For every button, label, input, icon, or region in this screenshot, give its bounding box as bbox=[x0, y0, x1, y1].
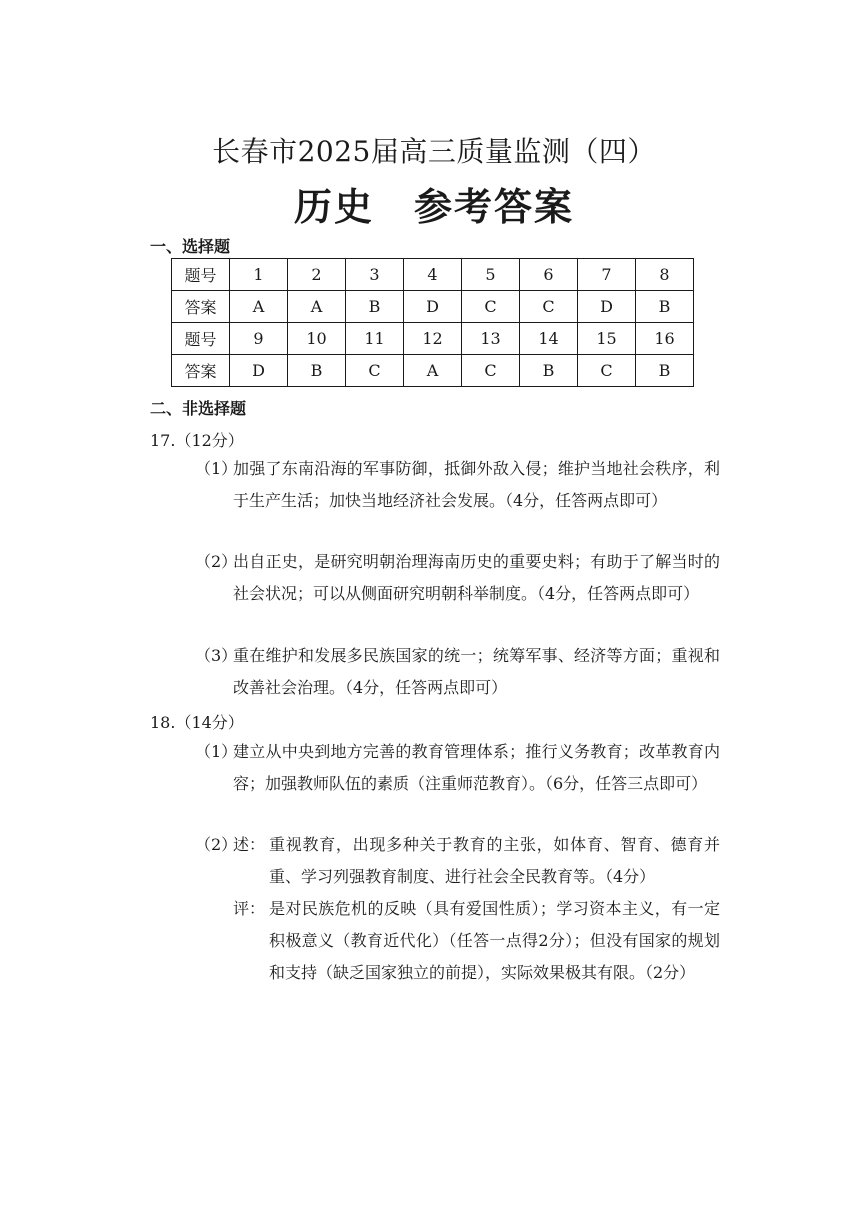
answer-table-cell: A bbox=[404, 355, 462, 387]
exam-title: 长春市2025届高三质量监测（四） bbox=[212, 135, 656, 168]
q18-item-2-shu bbox=[233, 829, 720, 893]
answer-table-cell: 10 bbox=[288, 323, 346, 355]
q17-item-3-text: 重在维护和发展多民族国家的统一；统筹军事、经济等方面；重视和改善社会治理。（4分，任答两点即可） bbox=[233, 646, 720, 697]
answer-table-cell: C bbox=[346, 355, 404, 387]
answer-table-row bbox=[172, 291, 694, 323]
answer-table-cell: 16 bbox=[636, 323, 694, 355]
q18-shu-label: 述： bbox=[233, 835, 266, 854]
answer-table-cell: 6 bbox=[520, 259, 578, 291]
section-heading-choice: 一、选择题 bbox=[150, 237, 231, 256]
answer-table-cell: 13 bbox=[462, 323, 520, 355]
q17-item-2-text: 出自正史，是研究明朝治理海南历史的重要史料；有助于了解当时的社会状况；可以从侧面研究明朝科举制度。（4分，任答两点即可） bbox=[233, 552, 720, 603]
q18-ping-text: 是对民族危机的反映（具有爱国性质）；学习资本主义，有一定积极意义（教育近代化）（任答一点得2分）；但没有国家的规划和支持（缺乏国家独立的前提），实际效果极其有限。（2分） bbox=[269, 899, 720, 982]
answer-table-row bbox=[172, 355, 694, 387]
q18-item-1 bbox=[195, 736, 720, 800]
answer-table-cell: 3 bbox=[346, 259, 404, 291]
answer-table-cell: B bbox=[288, 355, 346, 387]
answer-table-cell: 5 bbox=[462, 259, 520, 291]
subject-title: 历史 参考答案 bbox=[293, 185, 574, 229]
answer-table-row bbox=[172, 259, 694, 291]
q18-item-2-label: （2） bbox=[195, 835, 238, 854]
answer-table-cell: B bbox=[346, 291, 404, 323]
q18-item-2-ping bbox=[233, 893, 720, 989]
answer-table-cell: 7 bbox=[578, 259, 636, 291]
answer-table-row bbox=[172, 323, 694, 355]
answer-table-cell: A bbox=[230, 291, 288, 323]
answer-table-cell: 8 bbox=[636, 259, 694, 291]
answer-table-cell: C bbox=[520, 291, 578, 323]
answer-table-cell: 11 bbox=[346, 323, 404, 355]
answer-table-cell: B bbox=[636, 355, 694, 387]
q18-item-1-label: （1） bbox=[195, 742, 238, 761]
answer-table-row-label: 答案 bbox=[172, 355, 230, 387]
q17-item-3-label: （3） bbox=[195, 646, 238, 665]
section-heading-nonchoice: 二、非选择题 bbox=[150, 399, 247, 418]
answer-table-cell: D bbox=[230, 355, 288, 387]
answer-table-cell: B bbox=[636, 291, 694, 323]
answer-table-cell: B bbox=[520, 355, 578, 387]
q17-item-1-text: 加强了东南沿海的军事防御，抵御外敌入侵；维护当地社会秩序，利于生产生活；加快当地经济社会发展。（4分，任答两点即可） bbox=[233, 459, 720, 510]
answer-table-row-label: 题号 bbox=[172, 323, 230, 355]
q18-ping-label: 评： bbox=[233, 899, 266, 918]
answer-table-cell: D bbox=[578, 291, 636, 323]
question-18-number: 18.（14分） bbox=[150, 713, 244, 732]
answer-table-cell: 2 bbox=[288, 259, 346, 291]
q17-item-2 bbox=[195, 546, 720, 610]
answer-table-row-label: 题号 bbox=[172, 259, 230, 291]
q17-item-3 bbox=[195, 640, 720, 704]
answer-table-row-label: 答案 bbox=[172, 291, 230, 323]
answer-table bbox=[171, 258, 694, 387]
q18-shu-text: 重视教育，出现多种关于教育的主张，如体育、智育、德育并重、学习列强教育制度、进行社会全民教育等。（4分） bbox=[269, 835, 720, 886]
q17-item-2-label: （2） bbox=[195, 552, 238, 571]
answer-table-cell: 15 bbox=[578, 323, 636, 355]
answer-table-cell: 12 bbox=[404, 323, 462, 355]
answer-table-cell: 9 bbox=[230, 323, 288, 355]
answer-table-cell: C bbox=[462, 355, 520, 387]
answer-table-cell: C bbox=[578, 355, 636, 387]
answer-table-cell: A bbox=[288, 291, 346, 323]
question-17-number: 17.（12分） bbox=[150, 431, 244, 450]
q18-item-1-text: 建立从中央到地方完善的教育管理体系；推行义务教育；改革教育内容；加强教师队伍的素质（注重师范教育）。（6分，任答三点即可） bbox=[233, 742, 720, 793]
answer-table-cell: 14 bbox=[520, 323, 578, 355]
answer-table-cell: 4 bbox=[404, 259, 462, 291]
answer-table-cell: D bbox=[404, 291, 462, 323]
q17-item-1 bbox=[195, 453, 720, 517]
answer-table-cell: C bbox=[462, 291, 520, 323]
answer-table-cell: 1 bbox=[230, 259, 288, 291]
q17-item-1-label: （1） bbox=[195, 459, 238, 478]
